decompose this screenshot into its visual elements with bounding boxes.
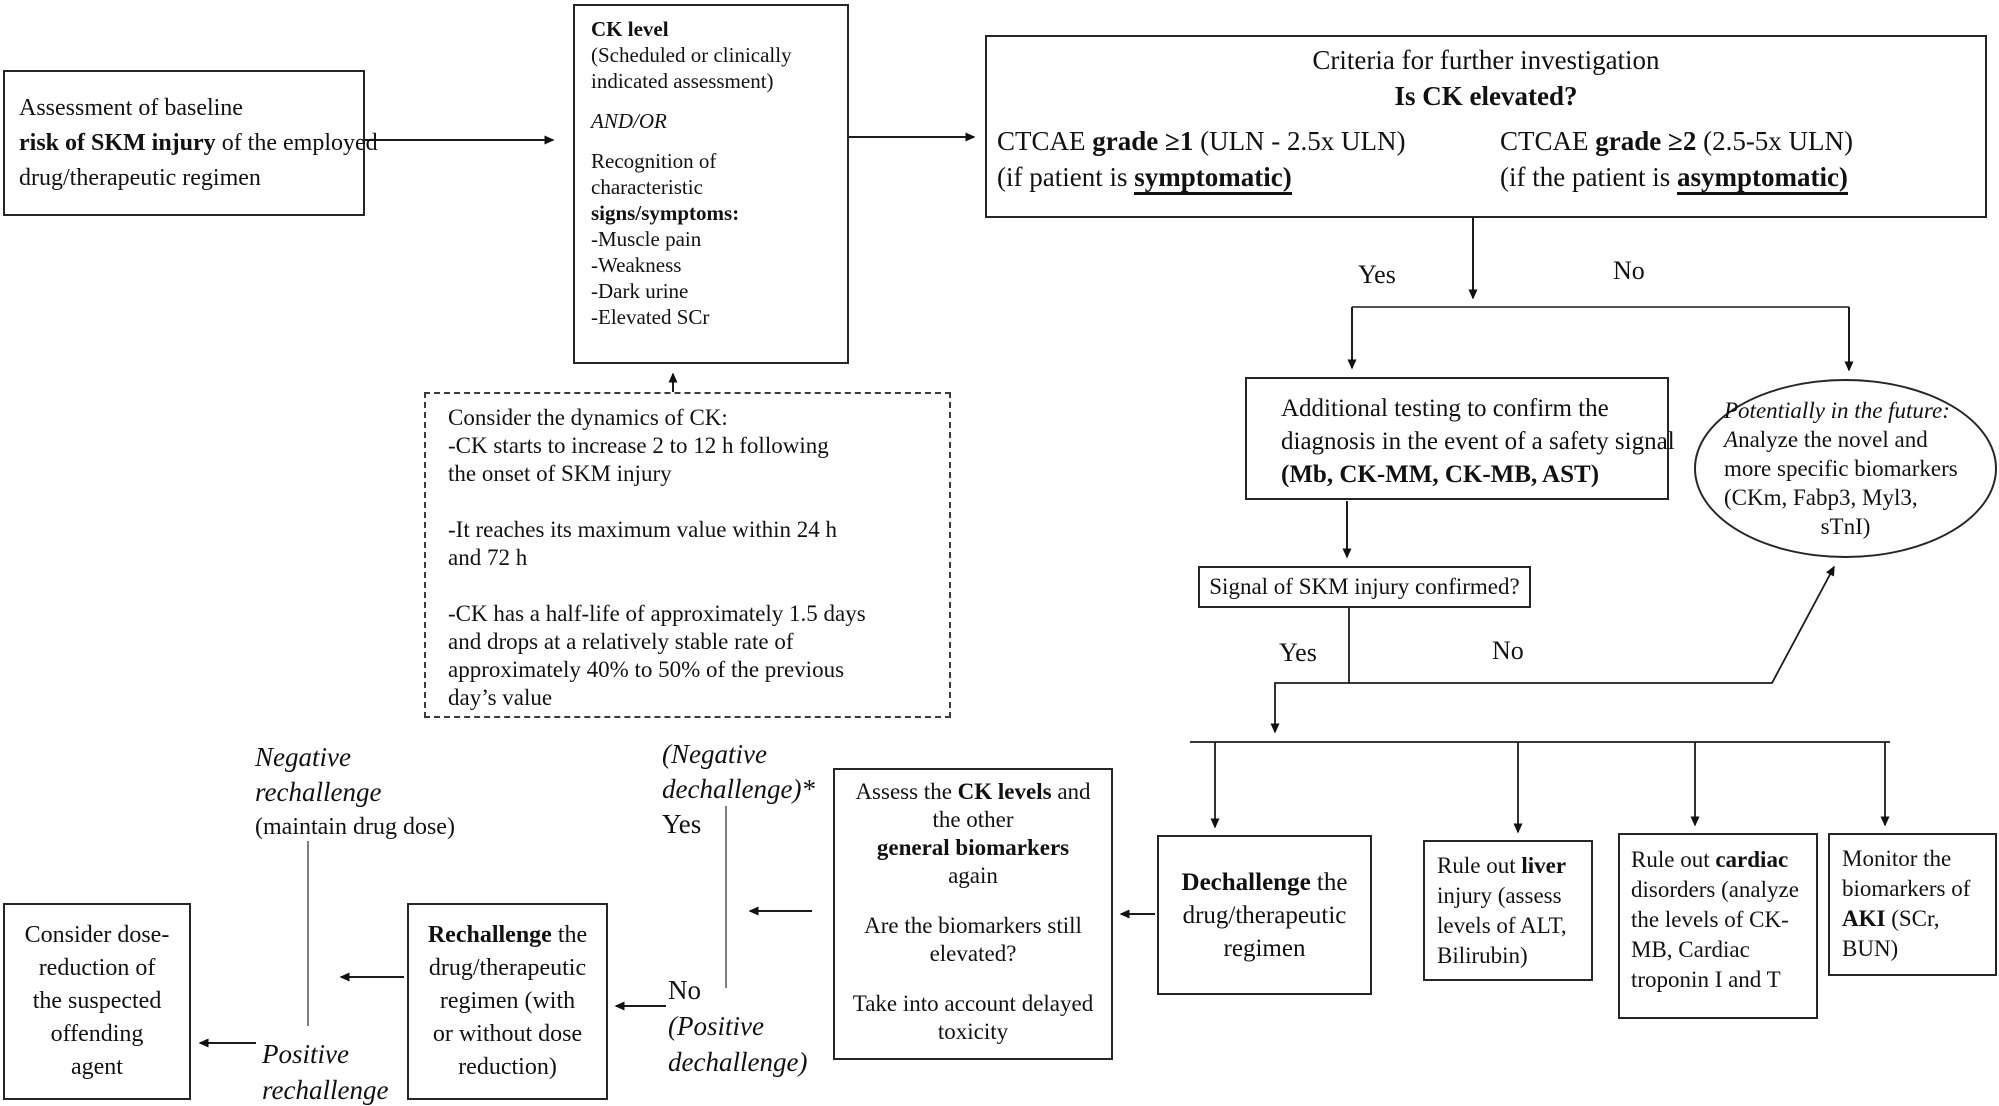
symptom-item: -Muscle pain [591,227,702,251]
criteria-grade2: CTCAE grade ≥2 (2.5-5x ULN) (if the patient is asymptomatic) [1482,123,1985,195]
split1-no-label: No [1613,256,1645,285]
assessment-box [3,70,378,216]
assessment-line: risk of SKM injury of the employed [19,129,378,156]
split2-no-label: No [1492,636,1524,665]
signal-confirmed-box: Signal of SKM injury confirmed? [1198,566,1531,608]
criteria-title: Criteria for further investigation [1312,45,1660,75]
future-biomarkers-ellipse: Potentially in the future: Analyze the novel and more specific biomarkers (CKm, Fabp3, Myl3, sTnI) [1694,379,1997,558]
consider-dose-reduction-box: Consider dose- reduction of the suspected offending agent [3,903,191,1100]
additional-testing-box: Additional testing to confirm the diagnosis in the event of a safety signal (Mb, CK-MM, CK-MB, AST) [1245,377,1669,500]
criteria-subtitle: Is CK elevated? [1394,81,1578,111]
aki-box: Monitor the biomarkers of AKI (SCr, BUN) [1828,833,1997,976]
andor-label: AND/OR [591,109,667,133]
dechallenge-box: Dechallenge the drug/therapeutic regimen [1157,835,1372,995]
negative-rechallenge-label: Negative rechallenge (maintain drug dose) [255,742,455,840]
assessment-line: drug/therapeutic regimen [19,164,261,191]
positive-rechallenge-label: Positive rechallenge [262,1039,389,1105]
split2-yes-label: Yes [1279,638,1317,667]
positive-dechallenge-label: No (Positive dechallenge) [668,975,808,1077]
symptom-item: -Weakness [591,253,682,277]
assessment-line: Assessment of baseline [19,94,243,121]
ck-level-box: CK level (Scheduled or clinically indicated assessment) AND/OR Recognition of characteristic signs/symptoms: -Muscle pain -Weakness -Dark urine -Elevated SCr [573,4,849,364]
rechallenge-box: Rechallenge the drug/therapeutic regimen (with or without dose reduction) [407,903,608,1100]
signal-yes-path [1275,608,1349,732]
assess-again-box: Assess the CK levels and the other general biomarkers again Are the biomarkers still elevated? Take into account delayed toxicity [833,768,1113,1060]
symptom-item: -Dark urine [591,279,689,303]
ck-dynamics-note-box: Consider the dynamics of CK: -CK starts to increase 2 to 12 h following the onset of SKM injury -It reaches its maximum value within 24 h and 72 h -CK has a half-life of approximately 1.5 days and drops at a relatively stable rate of approximately 40% to 50% of the previous day’s value [424,392,951,718]
split1-yes-label: Yes [1358,260,1396,289]
liver-box: Rule out liver injury (assess levels of ALT, Bilirubin) [1423,840,1593,981]
negative-dechallenge-label: (Negative dechallenge)* Yes [662,739,815,839]
criteria-grade1: CTCAE grade ≥1 (ULN - 2.5x ULN) (if patient is symptomatic) [987,123,1482,195]
ck-title: CK level [591,17,669,41]
criteria-box [985,35,1987,218]
symptom-item: -Elevated SCr [591,305,710,329]
cardiac-box: Rule out cardiac disorders (analyze the levels of CK- MB, Cardiac troponin I and T [1618,833,1818,1019]
